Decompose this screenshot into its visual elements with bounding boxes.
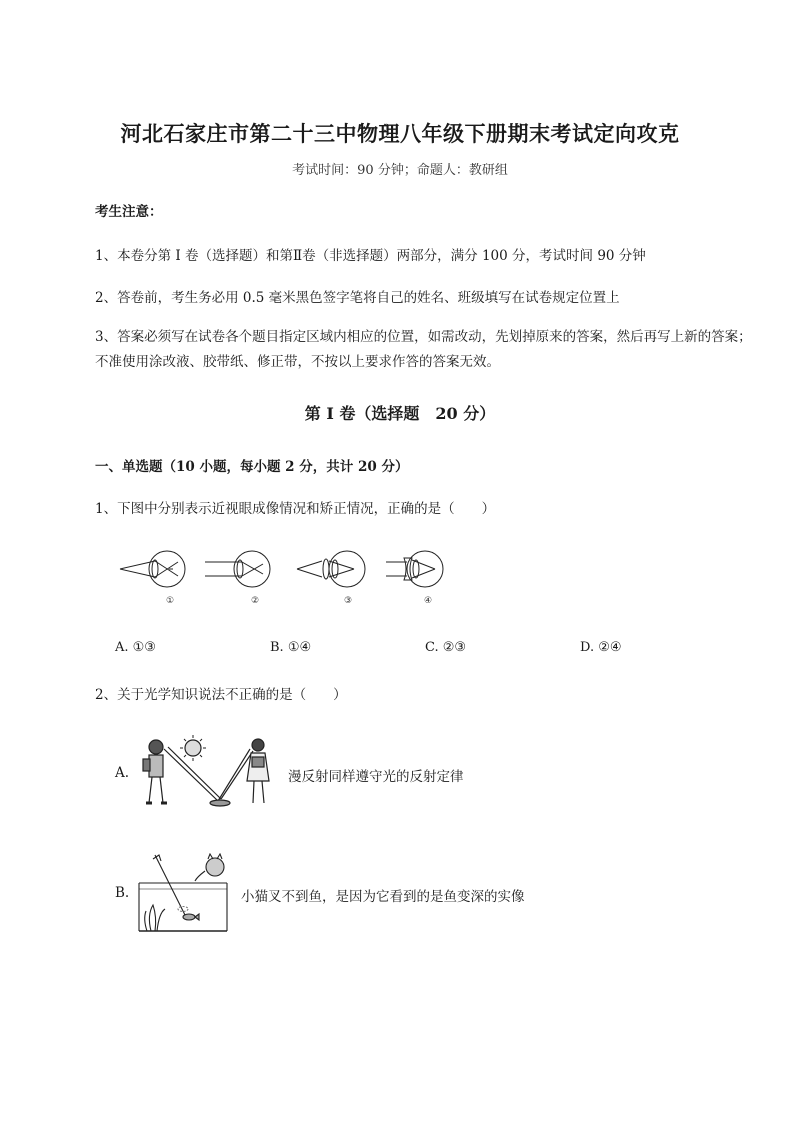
q1-option-b[interactable]: B. ①④	[270, 640, 312, 655]
q1-option-a[interactable]: A. ①③	[115, 640, 156, 655]
notice-item-3: 3、答案必须写在试卷各个题目指定区域内相应的位置，如需改动，先划掉原来的答案，然后再写上新的答案；不准使用涂改液、胶带纸、修正带，不按以上要求作答的答案无效。	[95, 329, 752, 370]
q2-option-a-letter[interactable]: A.	[115, 765, 130, 781]
section-heading: 一、单选题（10 小题，每小题 2 分，共计 20 分）	[95, 459, 409, 475]
eye-diagram-2	[205, 551, 270, 587]
eye-diagram-figure	[115, 545, 445, 611]
eye-diagram-3	[297, 551, 365, 587]
q2-option-a-text[interactable]: 漫反射同样遵守光的反射定律	[288, 769, 464, 785]
figure-label-4: ④	[423, 596, 433, 606]
q2-option-b-text[interactable]: 小猫叉不到鱼，是因为它看到的是鱼变深的实像	[241, 889, 525, 905]
exam-title: 河北石家庄市第二十三中物理八年级下册期末考试定向攻克	[120, 121, 680, 146]
question-2-stem: 2、关于光学知识说法不正确的是（ ）	[95, 687, 347, 703]
question-1-stem: 1、下图中分别表示近视眼成像情况和矫正情况，正确的是（ ）	[95, 501, 496, 517]
figure-label-3: ③	[343, 596, 353, 606]
figure-label-1: ①	[165, 596, 175, 606]
q2-option-b-letter[interactable]: B.	[115, 885, 130, 901]
cat-fishing-illustration	[137, 853, 229, 937]
exam-subtitle: 考试时间：90 分钟；命题人：教研组	[292, 163, 508, 178]
part-title: 第 I 卷（选择题 20 分）	[304, 404, 496, 423]
eye-diagram-1	[120, 551, 185, 587]
notice-item-2: 2、答卷前，考生务必用 0.5 毫米黑色签字笔将自己的姓名、班级填写在试卷规定位置上	[95, 290, 620, 306]
notice-item-1: 1、本卷分第 I 卷（选择题）和第Ⅱ卷（非选择题）两部分，满分 100 分，考试时间 90 分钟	[95, 248, 646, 264]
figure-label-2: ②	[250, 596, 260, 606]
diffuse-reflection-illustration	[138, 733, 283, 817]
q1-option-d[interactable]: D. ②④	[580, 640, 622, 655]
notice-heading: 考生注意：	[95, 204, 163, 220]
eye-diagram-4	[386, 551, 443, 587]
q1-option-c[interactable]: C. ②③	[425, 640, 467, 655]
